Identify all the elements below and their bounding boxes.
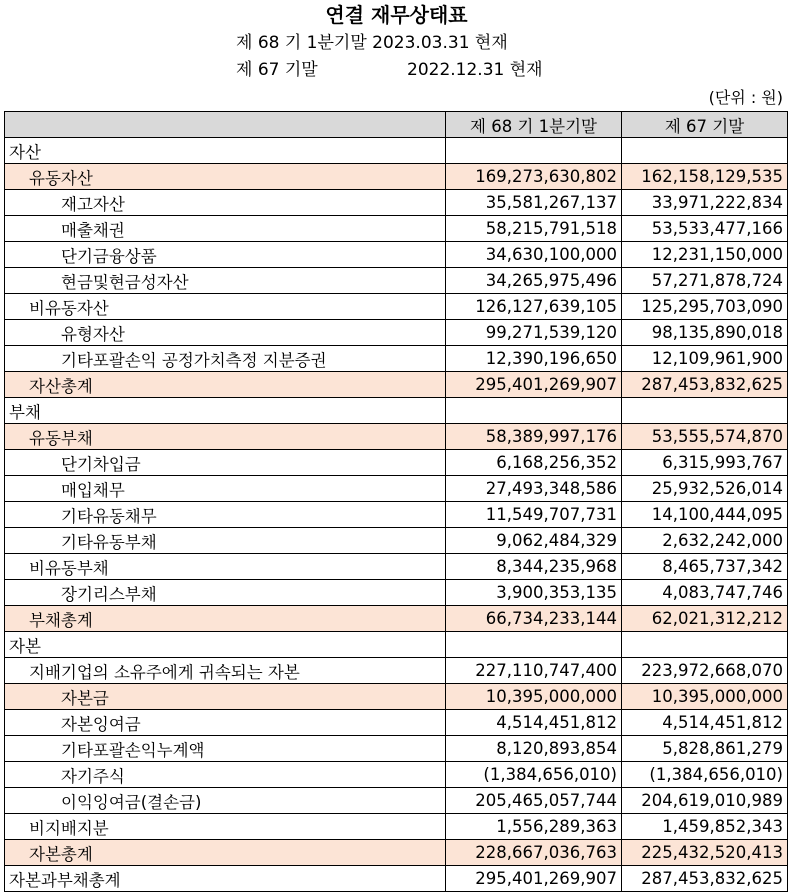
prior-period-value: 33,971,222,834 — [622, 190, 788, 216]
table-row — [5, 710, 788, 736]
current-period-value: 27,493,348,586 — [446, 476, 622, 502]
current-period-value: 9,062,484,329 — [446, 528, 622, 554]
prior-period-value: 53,533,477,166 — [622, 216, 788, 242]
header-label — [5, 112, 446, 138]
table-row — [5, 840, 788, 866]
prior-period-value: 25,932,526,014 — [622, 476, 788, 502]
row-label: 장기리스부채 — [5, 580, 446, 606]
row-label: 지배기업의 소유주에게 귀속되는 자본 — [5, 658, 446, 684]
table-row — [5, 684, 788, 710]
table-row — [5, 814, 788, 840]
prior-period-value: 14,100,444,095 — [622, 502, 788, 528]
row-label: 이익잉여금(결손금) — [5, 788, 446, 814]
table-row — [5, 190, 788, 216]
current-period-value: 34,265,975,496 — [446, 268, 622, 294]
current-period-value: 11,549,707,731 — [446, 502, 622, 528]
table-row — [5, 632, 788, 658]
row-label: 비유동부채 — [5, 554, 446, 580]
current-period-value — [446, 632, 622, 658]
current-period-value — [446, 138, 622, 164]
prior-period-value: 53,555,574,870 — [622, 424, 788, 450]
table-row — [5, 268, 788, 294]
prior-period-value: 204,619,010,989 — [622, 788, 788, 814]
row-label: 매출채권 — [5, 216, 446, 242]
unit-label: (단위 : 원) — [708, 88, 783, 107]
row-label: 비지배지분 — [5, 814, 446, 840]
row-label: 자산 — [5, 138, 446, 164]
row-label: 기타포괄손익 공정가치측정 지분증권 — [5, 346, 446, 372]
prior-period-value: 4,083,747,746 — [622, 580, 788, 606]
table-row — [5, 762, 788, 788]
row-label: 부채 — [5, 398, 446, 424]
row-label: 비유동자산 — [5, 294, 446, 320]
table-row — [5, 866, 788, 892]
prior-period-value: 57,271,878,724 — [622, 268, 788, 294]
statement-title: 연결 재무상태표 — [325, 3, 468, 27]
current-period-value: 1,556,289,363 — [446, 814, 622, 840]
header-row — [5, 112, 788, 138]
prior-period-value: 8,465,737,342 — [622, 554, 788, 580]
current-period-value: 295,401,269,907 — [446, 866, 622, 892]
row-label: 부채총계 — [5, 606, 446, 632]
prior-period-value: 225,432,520,413 — [622, 840, 788, 866]
current-period-value: 6,168,256,352 — [446, 450, 622, 476]
row-label: 매입채무 — [5, 476, 446, 502]
prior-period-value — [622, 398, 788, 424]
current-period-value: 35,581,267,137 — [446, 190, 622, 216]
current-period-value: 99,271,539,120 — [446, 320, 622, 346]
current-period-value: 227,110,747,400 — [446, 658, 622, 684]
row-label: 자본잉여금 — [5, 710, 446, 736]
row-label: 자본과부채총계 — [5, 866, 446, 892]
prior-period-value: 4,514,451,812 — [622, 710, 788, 736]
row-label: 기타포괄손익누계액 — [5, 736, 446, 762]
table-row — [5, 216, 788, 242]
row-label: 단기차입금 — [5, 450, 446, 476]
row-label: 단기금융상품 — [5, 242, 446, 268]
table-row — [5, 528, 788, 554]
prior-period-value: 162,158,129,535 — [622, 164, 788, 190]
row-label: 유동부채 — [5, 424, 446, 450]
table-row — [5, 138, 788, 164]
period-current: 제 68 기 1분기말 2023.03.31 현재 — [236, 33, 508, 53]
prior-period-value: 5,828,861,279 — [622, 736, 788, 762]
current-period-value: 66,734,233,144 — [446, 606, 622, 632]
prior-period-value — [622, 632, 788, 658]
row-label: 자본금 — [5, 684, 446, 710]
row-label: 자본총계 — [5, 840, 446, 866]
current-period-value: 4,514,451,812 — [446, 710, 622, 736]
header-prior-period: 제 67 기말 — [622, 112, 788, 138]
table-row — [5, 788, 788, 814]
table-row — [5, 424, 788, 450]
table-row — [5, 658, 788, 684]
prior-period-value: 12,231,150,000 — [622, 242, 788, 268]
prior-period-value: 1,459,852,343 — [622, 814, 788, 840]
prior-period-value: 287,453,832,625 — [622, 372, 788, 398]
row-label: 자기주식 — [5, 762, 446, 788]
prior-period-value: 6,315,993,767 — [622, 450, 788, 476]
row-label: 재고자산 — [5, 190, 446, 216]
balance-sheet-table — [4, 111, 788, 892]
row-label: 유동자산 — [5, 164, 446, 190]
table-row — [5, 606, 788, 632]
table-row — [5, 736, 788, 762]
current-period-value: 8,344,235,968 — [446, 554, 622, 580]
current-period-value: 169,273,630,802 — [446, 164, 622, 190]
row-label: 유형자산 — [5, 320, 446, 346]
table-row — [5, 242, 788, 268]
prior-period-value: 287,453,832,625 — [622, 866, 788, 892]
current-period-value: 228,667,036,763 — [446, 840, 622, 866]
row-label: 기타유동채무 — [5, 502, 446, 528]
table-row — [5, 580, 788, 606]
header-current-period: 제 68 기 1분기말 — [446, 112, 622, 138]
prior-period-value — [622, 138, 788, 164]
current-period-value: 12,390,196,650 — [446, 346, 622, 372]
table-row — [5, 554, 788, 580]
current-period-value: 126,127,639,105 — [446, 294, 622, 320]
prior-period-value: 12,109,961,900 — [622, 346, 788, 372]
prior-period-value: 125,295,703,090 — [622, 294, 788, 320]
prior-period-value: 223,972,668,070 — [622, 658, 788, 684]
current-period-value: 58,215,791,518 — [446, 216, 622, 242]
row-label: 기타유동부채 — [5, 528, 446, 554]
prior-period-value: 10,395,000,000 — [622, 684, 788, 710]
table-row — [5, 476, 788, 502]
period-prior-label: 제 67 기말 — [236, 60, 318, 80]
row-label: 자산총계 — [5, 372, 446, 398]
period-prior-date: 2022.12.31 현재 — [407, 60, 543, 80]
prior-period-value: (1,384,656,010) — [622, 762, 788, 788]
row-label: 자본 — [5, 632, 446, 658]
current-period-value: 3,900,353,135 — [446, 580, 622, 606]
table-row — [5, 320, 788, 346]
current-period-value: 295,401,269,907 — [446, 372, 622, 398]
current-period-value: 10,395,000,000 — [446, 684, 622, 710]
table-row — [5, 398, 788, 424]
row-label: 현금및현금성자산 — [5, 268, 446, 294]
prior-period-value: 2,632,242,000 — [622, 528, 788, 554]
table-row — [5, 346, 788, 372]
current-period-value: 58,389,997,176 — [446, 424, 622, 450]
current-period-value: 8,120,893,854 — [446, 736, 622, 762]
current-period-value: 205,465,057,744 — [446, 788, 622, 814]
current-period-value — [446, 398, 622, 424]
current-period-value: (1,384,656,010) — [446, 762, 622, 788]
table-row — [5, 294, 788, 320]
current-period-value: 34,630,100,000 — [446, 242, 622, 268]
table-row — [5, 502, 788, 528]
prior-period-value: 98,135,890,018 — [622, 320, 788, 346]
table-row — [5, 372, 788, 398]
table-row — [5, 450, 788, 476]
prior-period-value: 62,021,312,212 — [622, 606, 788, 632]
table-row — [5, 164, 788, 190]
